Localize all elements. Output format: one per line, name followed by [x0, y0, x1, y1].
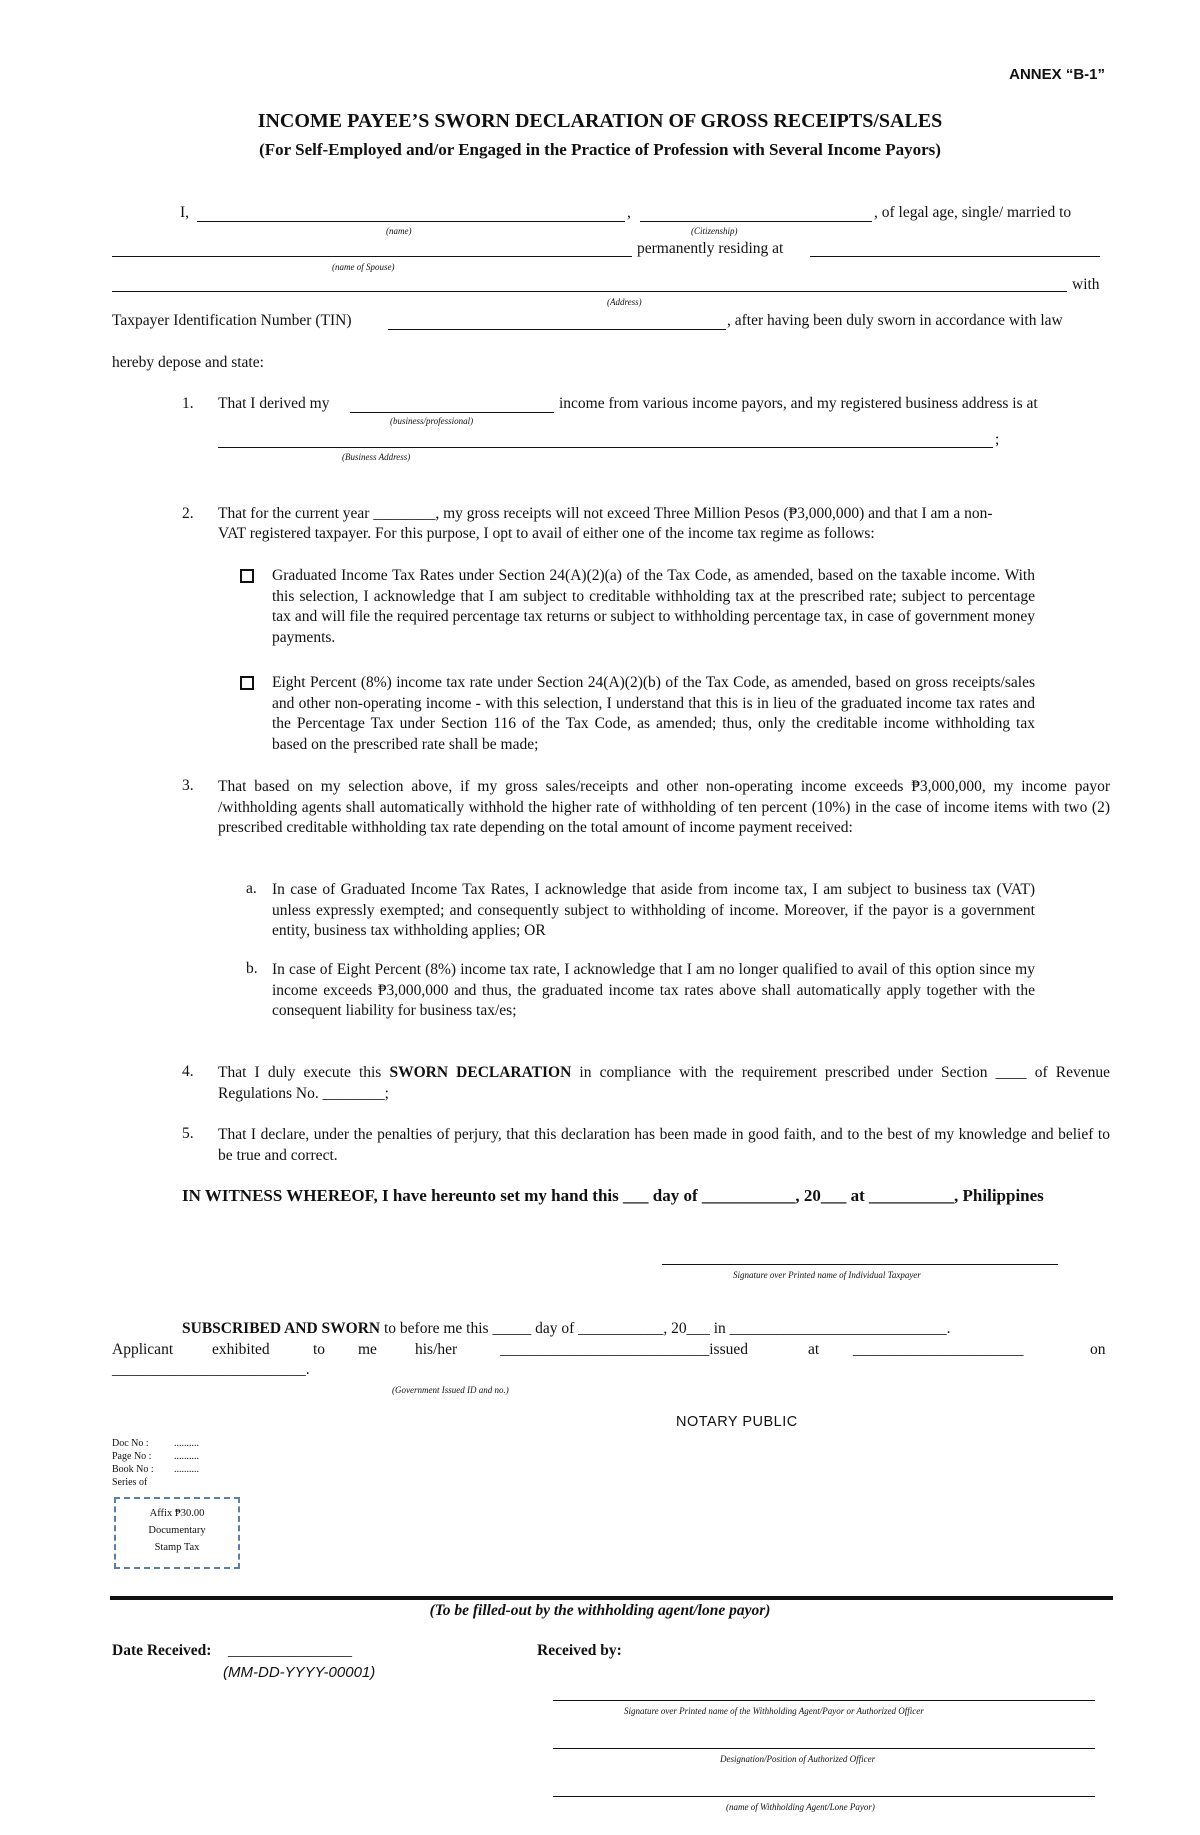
item1-number: 1.	[182, 395, 194, 412]
agent-name-label: (name of Withholding Agent/Lone Payor)	[726, 1802, 875, 1812]
series-label: Series of	[112, 1477, 148, 1488]
agent-name-line[interactable]	[553, 1796, 1095, 1797]
page-no-field[interactable]: ..........	[174, 1451, 199, 1462]
item4-bold: SWORN DECLARATION	[389, 1064, 572, 1081]
subscribed-bold: SUBSCRIBED AND SWORN	[182, 1320, 381, 1337]
annex-label: ANNEX “B-1”	[1009, 66, 1105, 83]
sworn-text: , after having been duly sworn in accordance with law	[727, 312, 1063, 329]
book-no-field[interactable]: ..........	[174, 1464, 199, 1475]
intro-comma: ,	[627, 204, 631, 221]
applicant-word: Applicant	[112, 1341, 174, 1358]
intro-with: with	[1072, 276, 1100, 293]
doc-no-label: Doc No :	[112, 1438, 149, 1449]
doc-info	[112, 1437, 199, 1489]
spouse-label: (name of Spouse)	[332, 262, 395, 272]
exhibited-word: exhibited	[212, 1341, 270, 1358]
item1-semicolon: ;	[995, 431, 1000, 448]
item3a-text: In case of Graduated Income Tax Rates, I acknowledge that aside from income tax, I am subject to business tax (VAT) unless expressly exempted; and consequently subject to withholding of income. Moreover, if the payor is a government entity, business tax withholding applies; OR	[272, 881, 1035, 939]
item1-post: income from various income payors, and my registered business address is at	[559, 395, 1038, 412]
page-subtitle: (For Self-Employed and/or Engaged in the Practice of Profession with Several Income Payors)	[259, 140, 941, 159]
book-no-label: Book No :	[112, 1464, 154, 1475]
gov-id-field[interactable]: ___________________________issued	[500, 1341, 748, 1358]
doc-info-row	[112, 1476, 199, 1489]
intro-residing: permanently residing at	[637, 240, 784, 257]
on-word: on	[1090, 1341, 1106, 1358]
item3a-number: a.	[246, 880, 257, 897]
item4-pre: That I duly execute this	[218, 1064, 382, 1081]
address-label: (Address)	[607, 297, 642, 307]
item3b-text: In case of Eight Percent (8%) income tax rate, I acknowledge that I am no longer qualified to avail of this option since my income exceeds ₱3,000,000 and thus, the graduated income tax rates above shall automatically apply together with the consequent liability for business tax/es;	[272, 961, 1035, 1019]
spouse-field[interactable]	[112, 256, 632, 257]
to-word: to	[313, 1341, 326, 1358]
agent-signature-label: Signature over Printed name of the Withholding Agent/Payor or Authorized Officer	[624, 1706, 924, 1716]
name-field[interactable]	[197, 221, 625, 222]
item2-text-2: VAT registered taxpayer. For this purpose, I opt to avail of either one of the income tax regime as follows:	[218, 525, 875, 542]
address-field-1[interactable]	[810, 256, 1100, 257]
hisher-word: his/her	[415, 1341, 458, 1358]
agent-signature-line[interactable]	[553, 1700, 1095, 1701]
option-graduated-text: Graduated Income Tax Rates under Section 24(A)(2)(a) of the Tax Code, as amended, based on the taxable income. With this selection, I acknowledge that I am subject to creditable withholding tax at the prescribed rate; subject to percentage tax and will file the required percentage tax returns or subject to withholding percentage tax, in case of government money payments.	[272, 567, 1035, 646]
item3-number: 3.	[182, 777, 194, 794]
taxpayer-signature-label: Signature over Printed name of Individual Taxpayer	[733, 1270, 921, 1280]
item4-text	[218, 1063, 1110, 1104]
citizenship-field[interactable]	[640, 221, 872, 222]
address-field-2[interactable]	[112, 291, 1067, 292]
doc-info-row	[112, 1437, 199, 1450]
documentary-stamp-box	[114, 1497, 240, 1569]
section-divider	[110, 1596, 1113, 1600]
item2-number: 2.	[182, 505, 194, 522]
eight-percent-checkbox[interactable]	[240, 676, 254, 690]
gov-id-label: (Government Issued ID and no.)	[392, 1385, 509, 1395]
subscribed-text: to before me this _____ day of ___________, 20___ in ____________________________.	[383, 1320, 951, 1337]
item5-text: That I declare, under the penalties of perjury, that this declaration has been made in good faith, and to the best of my knowledge and belief to be true and correct.	[218, 1126, 1110, 1164]
depose-text: hereby depose and state:	[112, 354, 264, 371]
witness-text: IN WITNESS WHEREOF, I have hereunto set my hand this ___ day of ___________, 20___ at __________, Philippines	[182, 1186, 1044, 1205]
business-professional-label: (business/professional)	[390, 416, 474, 426]
taxpayer-signature-line[interactable]	[662, 1264, 1058, 1265]
at-word: at	[808, 1341, 820, 1358]
tin-text: Taxpayer Identification Number (TIN)	[112, 312, 352, 329]
notary-public: NOTARY PUBLIC	[676, 1414, 798, 1430]
option-eight-percent-text: Eight Percent (8%) income tax rate under Section 24(A)(2)(b) of the Tax Code, as amended, based on gross receipts/sales and other non-operating income - with this selection, I understand that this is in lieu of the graduated income tax rates and the Percentage Tax under Section 116 of the Tax Code, as amended; thus, only the creditable income withholding tax based on the prescribed rate shall be made;	[272, 674, 1035, 753]
designation-label: Designation/Position of Authorized Officer	[720, 1754, 876, 1764]
item2-text-1: That for the current year ________, my gross receipts will not exceed Three Million Pesos (₱3,000,000) and that I am a non-	[218, 505, 993, 522]
date-received-field[interactable]: ________________	[228, 1642, 352, 1659]
intro-legal-age: , of legal age, single/ married to	[874, 204, 1072, 221]
doc-info-row	[112, 1450, 199, 1463]
tin-field[interactable]	[388, 329, 726, 330]
item4-number: 4.	[182, 1063, 194, 1080]
date-format-hint: (MM-DD-YYYY-00001)	[223, 1664, 376, 1681]
me-word: me	[358, 1341, 377, 1358]
issued-place-field[interactable]: ______________________	[853, 1341, 1024, 1358]
received-by-label: Received by:	[537, 1642, 622, 1659]
stamp-line-2: Documentary	[148, 1525, 206, 1536]
page-no-label: Page No :	[112, 1451, 152, 1462]
item4-post: in compliance with the requirement prescribed under Section ____ of Revenue Regulations No. ________;	[218, 1064, 1110, 1102]
graduated-rate-checkbox[interactable]	[240, 569, 254, 583]
doc-info-row	[112, 1463, 199, 1476]
stamp-line-1: Affix ₱30.00	[149, 1508, 205, 1519]
business-professional-field[interactable]	[350, 412, 554, 413]
name-label: (name)	[386, 226, 412, 236]
business-address-field[interactable]	[218, 447, 993, 448]
page-title: INCOME PAYEE’S SWORN DECLARATION OF GROSS RECEIPTS/SALES	[257, 110, 943, 132]
date-received-label: Date Received:	[112, 1642, 212, 1659]
stamp-line-3: Stamp Tax	[154, 1542, 200, 1553]
item1-pre: That I derived my	[218, 395, 330, 412]
intro-i: I,	[180, 204, 190, 221]
subscribed-line-1	[182, 1320, 951, 1338]
issued-date-field[interactable]: _________________________.	[112, 1361, 310, 1378]
business-address-label: (Business Address)	[342, 452, 411, 462]
item3-text: That based on my selection above, if my gross sales/receipts and other non-operating income exceeds ₱3,000,000, my income payor /withholding agents shall automatically withhold the higher rate of withholding of ten percent (10%) in the case of income items with two (2) prescribed creditable withholding tax rate depending on the total amount of income payment received:	[218, 778, 1110, 836]
footer-note: (To be filled-out by the withholding agent/lone payor)	[429, 1602, 771, 1619]
designation-line[interactable]	[553, 1748, 1095, 1749]
citizenship-label: (Citizenship)	[691, 226, 738, 236]
item5-number: 5.	[182, 1125, 194, 1142]
doc-no-field[interactable]: ..........	[174, 1438, 199, 1449]
item3b-number: b.	[246, 960, 258, 977]
